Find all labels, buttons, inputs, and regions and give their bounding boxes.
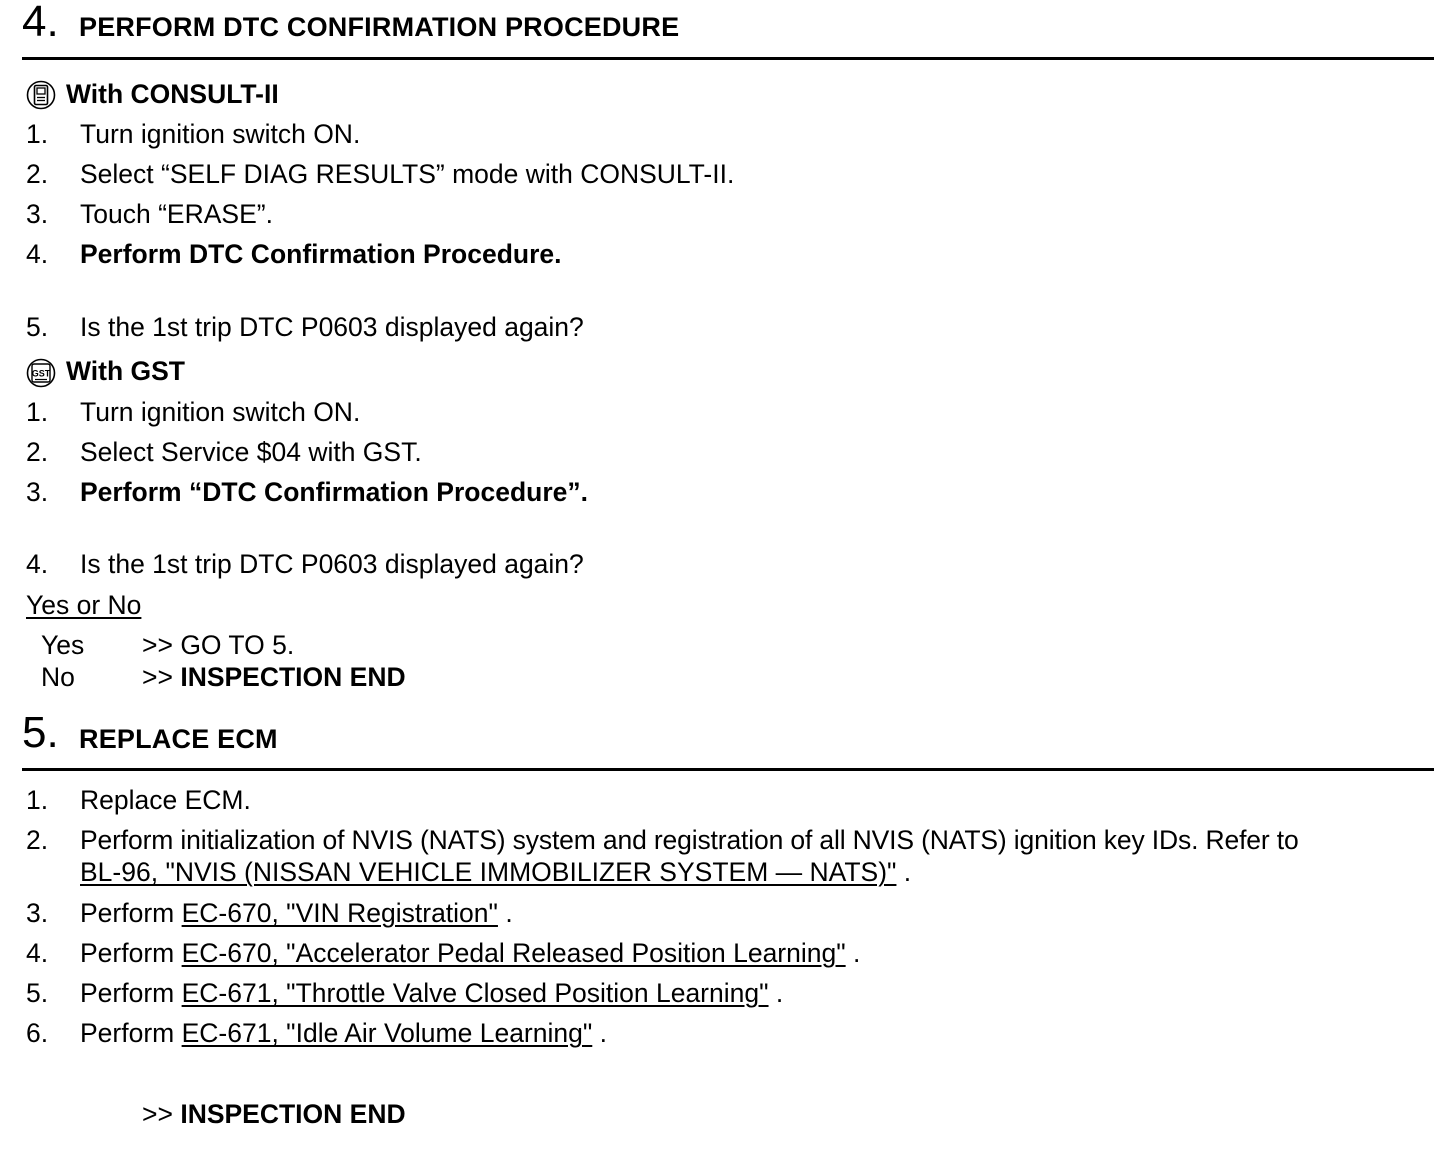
gst-tool-icon bbox=[26, 358, 56, 388]
no-label: No bbox=[41, 662, 75, 692]
ecm-item-3-number: 3. bbox=[26, 898, 49, 928]
consult-item-2-number: 2. bbox=[26, 159, 49, 189]
ecm-item-6-text bbox=[80, 1018, 607, 1048]
ecm-item-2-text: Perform initialization of NVIS (NATS) system and registration of all NVIS (NATS) ignition key IDs. Refer to bbox=[80, 825, 1299, 855]
step-5-title: REPLACE ECM bbox=[79, 724, 278, 754]
consult-item-1-number: 1. bbox=[26, 119, 49, 149]
consult-item-4-text: Perform DTC Confirmation Procedure. bbox=[80, 239, 562, 269]
gst-heading: With GST bbox=[66, 356, 185, 386]
link-bl-96-nvis[interactable]: BL-96, "NVIS (NISSAN VEHICLE IMMOBILIZER SYSTEM — NATS)" bbox=[80, 857, 897, 887]
consult-item-3-text: Touch “ERASE”. bbox=[80, 199, 273, 229]
link-ec-670-vin-registration[interactable]: EC-670, "VIN Registration" bbox=[181, 898, 498, 928]
gst-item-4-number: 4. bbox=[26, 549, 49, 579]
link-ec-670-accelerator-learning[interactable]: EC-670, "Accelerator Pedal Released Position Learning" bbox=[181, 938, 846, 968]
gst-item-1-text: Turn ignition switch ON. bbox=[80, 397, 361, 427]
final-arrow: >> bbox=[142, 1099, 173, 1129]
yes-label: Yes bbox=[41, 630, 85, 660]
consult-item-5-text: Is the 1st trip DTC P0603 displayed again? bbox=[80, 312, 584, 342]
link-ec-671-throttle-learning[interactable]: EC-671, "Throttle Valve Closed Position Learning" bbox=[181, 978, 769, 1008]
consult-item-5-number: 5. bbox=[26, 312, 49, 342]
ecm-item-2-period: . bbox=[896, 857, 912, 887]
ecm-item-4-text bbox=[80, 938, 860, 968]
ecm-item-4-number: 4. bbox=[26, 938, 49, 968]
ecm-item-5-number: 5. bbox=[26, 978, 49, 1008]
no-result-text: INSPECTION END bbox=[180, 662, 406, 692]
ecm-item-1-text: Replace ECM. bbox=[80, 785, 251, 815]
consult-heading: With CONSULT-II bbox=[66, 79, 279, 109]
ecm-item-2-number: 2. bbox=[26, 825, 49, 855]
ecm-item-6-prefix: Perform bbox=[80, 1018, 182, 1048]
svg-text:GST: GST bbox=[31, 368, 51, 379]
ecm-item-5-period: . bbox=[768, 978, 784, 1008]
ecm-item-4-prefix: Perform bbox=[80, 938, 182, 968]
step-4-divider bbox=[22, 57, 1434, 60]
gst-item-2-number: 2. bbox=[26, 437, 49, 467]
ecm-item-3-prefix: Perform bbox=[80, 898, 182, 928]
step-5-number: 5. bbox=[22, 708, 59, 757]
yes-result: >> GO TO 5. bbox=[142, 630, 295, 660]
step-5-divider bbox=[22, 768, 1434, 771]
ecm-item-3-period: . bbox=[497, 898, 513, 928]
ecm-item-6-number: 6. bbox=[26, 1018, 49, 1048]
ecm-item-5-text bbox=[80, 978, 783, 1008]
link-ec-671-idle-air-learning[interactable]: EC-671, "Idle Air Volume Learning" bbox=[181, 1018, 593, 1048]
gst-item-3-number: 3. bbox=[26, 477, 49, 507]
final-result-text: INSPECTION END bbox=[180, 1099, 406, 1129]
gst-item-1-number: 1. bbox=[26, 397, 49, 427]
consult-item-4-number: 4. bbox=[26, 239, 49, 269]
gst-item-4-text: Is the 1st trip DTC P0603 displayed again? bbox=[80, 549, 584, 579]
gst-item-2-text: Select Service $04 with GST. bbox=[80, 437, 422, 467]
ecm-item-2-ref bbox=[80, 857, 911, 887]
consult-item-2-text: Select “SELF DIAG RESULTS” mode with CONSULT-II. bbox=[80, 159, 735, 189]
no-result bbox=[142, 662, 406, 692]
consult-item-1-text: Turn ignition switch ON. bbox=[80, 119, 361, 149]
ecm-item-5-prefix: Perform bbox=[80, 978, 182, 1008]
step-4-number: 4. bbox=[22, 0, 59, 46]
consult-tool-icon bbox=[26, 80, 56, 110]
final-result bbox=[142, 1099, 406, 1129]
ecm-item-4-period: . bbox=[845, 938, 861, 968]
consult-item-3-number: 3. bbox=[26, 199, 49, 229]
gst-item-3-text: Perform “DTC Confirmation Procedure”. bbox=[80, 477, 588, 507]
ecm-item-1-number: 1. bbox=[26, 785, 49, 815]
ecm-item-3-text bbox=[80, 898, 513, 928]
ecm-item-6-period: . bbox=[592, 1018, 608, 1048]
step-4-title: PERFORM DTC CONFIRMATION PROCEDURE bbox=[79, 12, 680, 42]
yes-or-no-label: Yes or No bbox=[26, 590, 142, 620]
no-arrow: >> bbox=[142, 662, 173, 692]
